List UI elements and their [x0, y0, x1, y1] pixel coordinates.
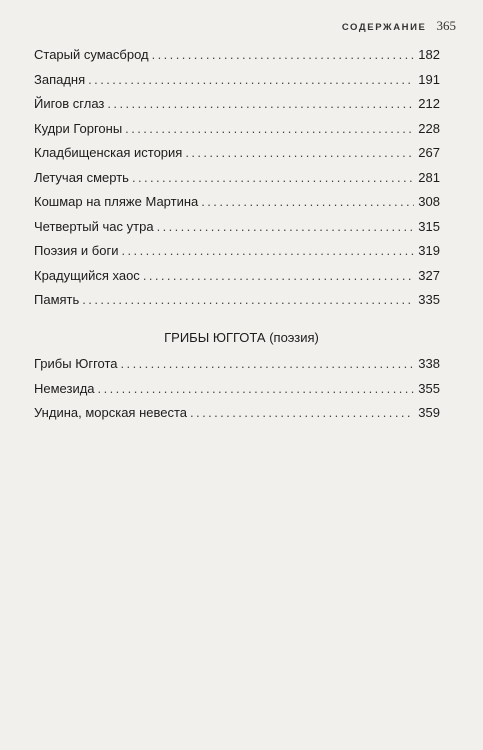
toc-leader-dots [132, 170, 414, 185]
toc-entry-title: Йигов сглаз [34, 96, 105, 111]
toc-entry [34, 292, 440, 317]
toc-leader-dots [190, 405, 414, 420]
toc-entry-title: Ундина, морская невеста [34, 405, 188, 420]
section-heading: ГРИБЫ ЮГГОТА (поэзия) [164, 330, 319, 345]
toc-entry-page: 327 [418, 267, 440, 283]
toc-entry-page: 338 [418, 356, 440, 371]
toc-entry-page: 315 [418, 218, 440, 234]
toc-entry-page: 335 [418, 292, 440, 307]
toc-entry-title: Кошмар на пляже Мартина [34, 194, 199, 209]
toc-leader-dots [121, 356, 415, 371]
toc-entry-page: 182 [418, 47, 440, 62]
toc-leader-dots [125, 121, 414, 136]
toc-entry-page: 359 [418, 405, 440, 420]
toc-entry [34, 47, 440, 72]
running-header-title: СОДЕРЖАНИЕ [341, 22, 427, 33]
toc-entry [34, 381, 440, 406]
toc-leader-dots [88, 72, 414, 87]
toc-entry [34, 121, 440, 146]
toc-entry-title: Поэзия и боги [34, 243, 119, 258]
toc-entry-page: 319 [418, 243, 440, 258]
toc-entry-page: 191 [418, 71, 440, 87]
toc-entry [34, 356, 440, 381]
toc-entry-page: 281 [418, 169, 440, 185]
toc-leader-dots [152, 47, 415, 62]
toc-entry-title: Старый сумасброд [34, 47, 149, 62]
toc-entry [34, 72, 440, 97]
toc-entry [34, 145, 440, 170]
toc-leader-dots [201, 194, 414, 209]
toc-entry-page: 212 [418, 96, 440, 111]
toc-entry [34, 405, 440, 430]
toc-leader-dots [157, 219, 415, 234]
toc-entry [34, 219, 440, 244]
page-number: 365 [436, 18, 456, 33]
toc-list-poetry [34, 356, 440, 430]
toc-leader-dots [82, 292, 414, 307]
toc-entry-page: 355 [418, 380, 440, 396]
toc-entry [34, 170, 440, 195]
toc-entry [34, 194, 440, 219]
toc-entry-title: Немезида [34, 380, 95, 396]
toc-entry-page: 267 [418, 145, 440, 160]
toc-leader-dots [122, 243, 415, 258]
toc-entry-title: Летучая смерть [34, 169, 129, 185]
toc-entry [34, 243, 440, 268]
toc-entry-page: 308 [418, 194, 440, 209]
running-header [342, 18, 456, 34]
toc-leader-dots [185, 145, 414, 160]
toc-entry [34, 268, 440, 293]
toc-entry-title: Кладбищенская история [34, 145, 183, 160]
toc-entry [34, 96, 440, 121]
toc-entry-title: Крадущийся хаос [34, 267, 140, 283]
toc-entry-title: Память [34, 292, 80, 307]
toc-entry-title: Четвертый час утра [34, 218, 154, 234]
toc-entry-page: 228 [418, 120, 440, 136]
toc-leader-dots [98, 381, 415, 396]
toc-list-stories [34, 47, 440, 317]
toc-entry-title: Западня [34, 71, 86, 87]
toc-entry-title: Кудри Горгоны [34, 120, 123, 136]
toc-entry-title: Грибы Юггота [34, 356, 118, 371]
toc-leader-dots [143, 268, 414, 283]
toc-leader-dots [107, 96, 414, 111]
